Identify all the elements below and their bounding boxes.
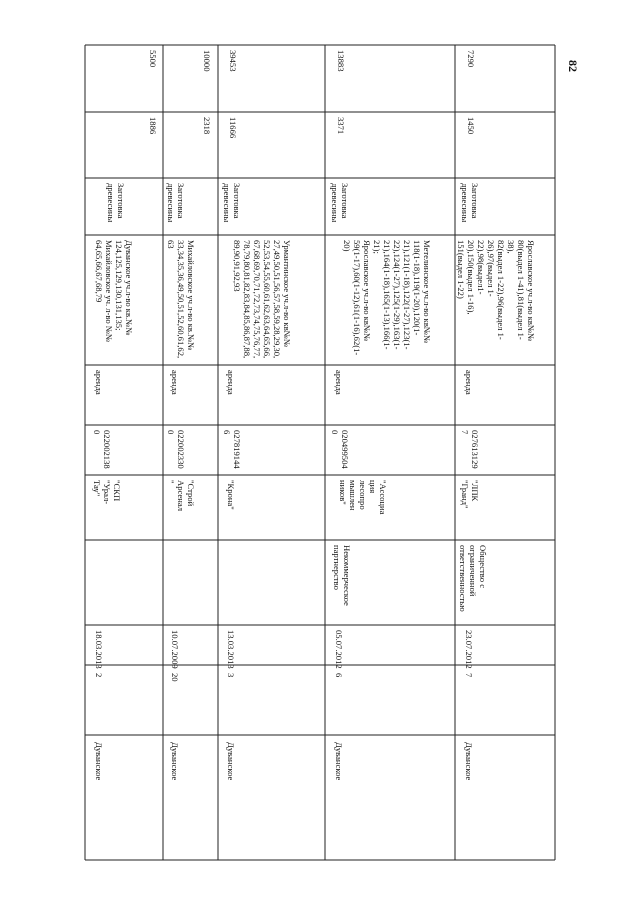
row-4-date: 05.07.2012 bbox=[334, 630, 344, 669]
row-1-org-name: "СКП "Урал- Тау" bbox=[92, 480, 122, 505]
row-5-volume: 7290 bbox=[466, 50, 476, 68]
row-4-district: Дуванское bbox=[334, 742, 344, 781]
row-1-location: Дуванское уч.л-во кв.№№ 124,125,129,130,131,135; Михайловское уч. л-во №№ 64,65,66,67,68,79 bbox=[94, 240, 134, 343]
row-2-org-name: "Строй Арсенал " bbox=[166, 480, 196, 512]
row-3-number: 3 bbox=[226, 673, 236, 678]
row-5-org-form: Общество с ограниченной ответственностью bbox=[458, 545, 488, 612]
row-1-date: 18.03.2013 bbox=[94, 630, 104, 669]
row-2-right: аренда bbox=[170, 370, 180, 395]
row-5-inn: 027613129 7 bbox=[460, 430, 480, 469]
row-2-date: 10.07.2009 bbox=[170, 630, 180, 669]
row-4-purpose: Заготовка древесины bbox=[330, 183, 350, 223]
row-1-area: 1886 bbox=[148, 117, 158, 135]
row-3-right: аренда bbox=[226, 370, 236, 395]
row-4-area: 3371 bbox=[336, 117, 346, 135]
row-1-district: Дуванское bbox=[94, 742, 104, 781]
row-2-purpose: Заготовка древесины bbox=[166, 183, 186, 223]
row-3-purpose: Заготовка древесины bbox=[222, 183, 242, 223]
row-4-volume: 13883 bbox=[336, 50, 346, 72]
row-3-district: Дуванское bbox=[226, 742, 236, 781]
row-2-volume: 10000 bbox=[202, 50, 212, 72]
row-4-location: Метелинское уч.л-во кв№№ 118(1-18),119(1-20),120(1- 21),121(1-18),122(1-27),123(1- 22),124(1-27),125(1-29),163(1- 21),164(1-18),165(1-13),166(1- 21); Ярославское уч.л-во кв№№ 59(1-17),60(1-12),61(1-16),62(1- 20) bbox=[342, 240, 432, 356]
row-5-area: 1450 bbox=[466, 117, 476, 135]
row-1-right: аренда bbox=[94, 370, 104, 395]
row-4-org-form: Некоммерческое партнерство bbox=[332, 545, 352, 606]
row-5-date: 23.07.2012 bbox=[464, 630, 474, 669]
row-3-volume: 39453 bbox=[228, 50, 238, 72]
row-3-inn: 027819144 6 bbox=[222, 430, 242, 469]
row-5-right: аренда bbox=[464, 370, 474, 395]
row-5-number: 7 bbox=[464, 673, 474, 678]
row-4-org-name: "Ассоциа ция лесопро мышлен ников" bbox=[338, 480, 388, 515]
row-4-number: 6 bbox=[334, 673, 344, 678]
row-2-district: Дуванское bbox=[170, 742, 180, 781]
row-3-org-name: "Крона" bbox=[226, 480, 236, 510]
row-1-number: 2 bbox=[94, 673, 104, 678]
row-1-volume: 5500 bbox=[148, 50, 158, 68]
row-2-location: Михайловское уч.л-во кв.№№ 33,34,35,36,49,50,51,52,60,61,62, 63 bbox=[166, 240, 196, 359]
row-5-purpose: Заготовка древесины bbox=[460, 183, 480, 223]
row-5-district: Дуванское bbox=[464, 742, 474, 781]
row-1-purpose: Заготовка древесины bbox=[106, 183, 126, 223]
row-3-area: 11666 bbox=[228, 117, 238, 139]
row-3-date: 13.03.2013 bbox=[226, 630, 236, 669]
row-4-right: аренда bbox=[334, 370, 344, 395]
row-5-org-name: "ЛПК "Гранд" bbox=[460, 480, 480, 509]
row-2-inn: 022002330 0 bbox=[166, 430, 186, 469]
row-5-location: Ярославское уч.л-во кв№№ 80(выдел 1-41),81(выдел 1-38), 82(выдел 1-22),96(выдел 1- 26),97(выдел 1-22),98(выдел1- 20),150(выдел 1-16), 151(выдел 1-22) bbox=[456, 240, 536, 342]
row-4-inn: 020499504 0 bbox=[330, 430, 350, 469]
row-2-area: 2318 bbox=[202, 117, 212, 135]
row-1-inn: 022002138 0 bbox=[92, 430, 112, 469]
row-2-number: 20 bbox=[170, 673, 180, 682]
row-3-location: Урмантинское уч.л-во кв№№ 27,49,50,51,56,57,58,59,28,29,30, 52,53,54,55,60,61,62,63,64,65,66, 67,68,69,70,71,72,73,74,75,76,77, 78,79,80,81,82,83,84,85,86,87,88, 89,90,91,92,93 bbox=[232, 240, 292, 359]
page-number: 82 bbox=[566, 60, 580, 72]
